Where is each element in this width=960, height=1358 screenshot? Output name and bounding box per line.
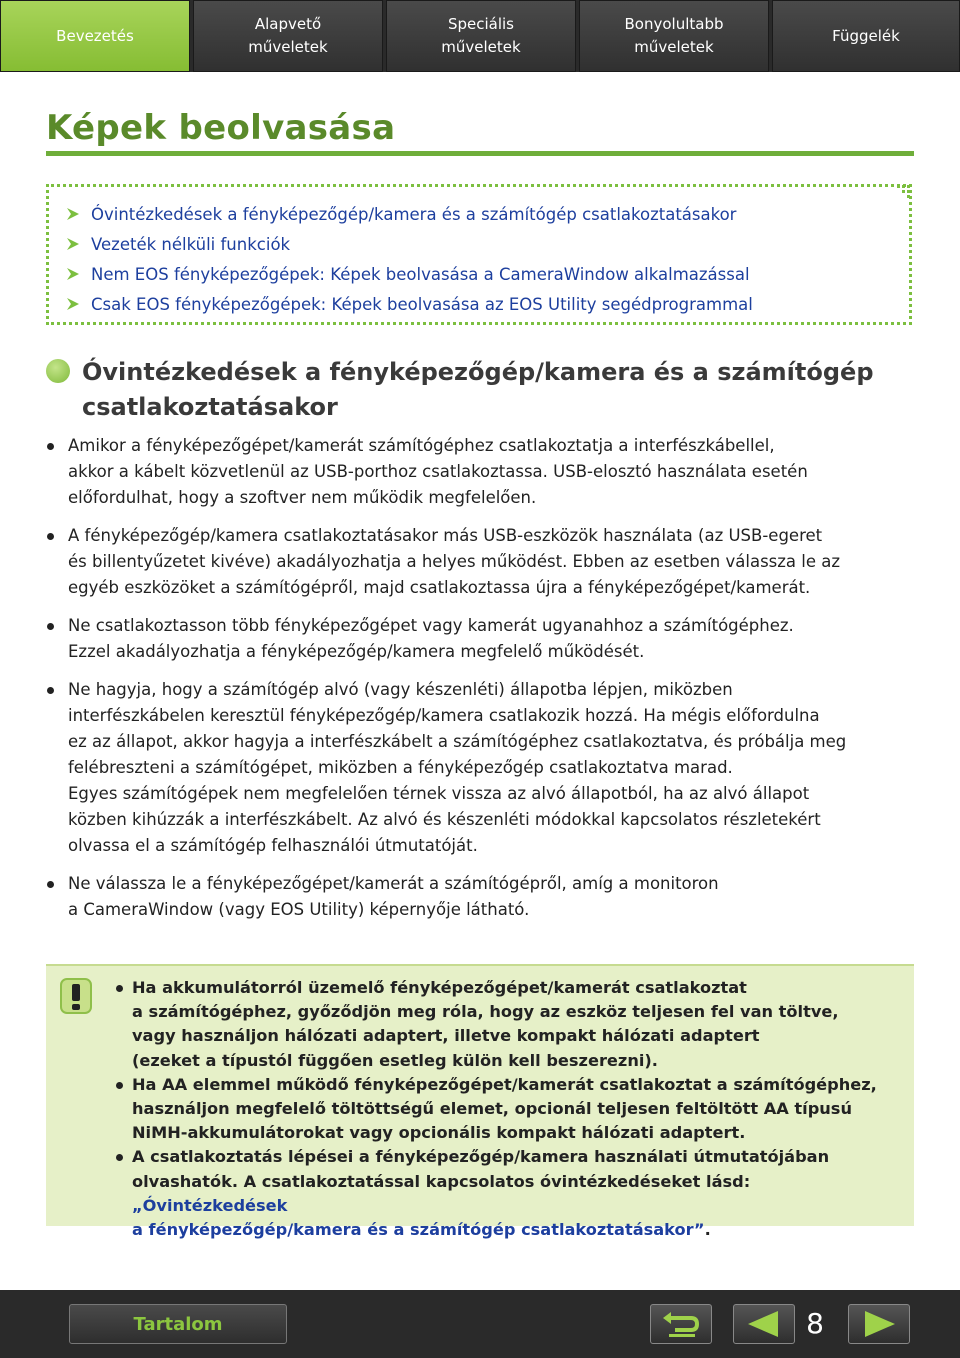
cross-reference-link[interactable]: „Óvintézkedések: [132, 1195, 288, 1215]
tab-specialis-muveletek[interactable]: [386, 0, 576, 72]
list-item-line: felébreszteni a számítógépet, miközben a fényképezőgép csatlakoztatva marad.: [68, 758, 733, 777]
list-item-line: Ezzel akadályozhatja a fényképezőgép/kamera megfelelő működését.: [68, 642, 645, 661]
note-line: a számítógéphez, győződjön meg róla, hogy az eszköz teljesen fel van töltve,: [132, 1002, 839, 1022]
note-text: .: [704, 1220, 711, 1240]
list-item-line: akkor a kábelt közvetlenül az USB-porthoz csatlakoztassa. USB-elosztó használata esetén: [68, 462, 808, 481]
precautions-list: [46, 433, 906, 923]
list-item: [46, 613, 906, 665]
note-line: A csatlakoztatás lépései a fényképezőgép/kamera használati útmutatójában: [132, 1147, 830, 1167]
contents-button[interactable]: Tartalom: [69, 1304, 287, 1344]
triangle-left-icon: [744, 1309, 784, 1339]
topic-link[interactable]: [65, 289, 753, 319]
tab-label-line2: műveletek: [634, 38, 714, 56]
tab-label-line2: műveletek: [441, 38, 521, 56]
caution-note-box: [46, 964, 914, 1240]
note-item: [116, 1145, 906, 1242]
return-button[interactable]: [650, 1304, 712, 1344]
warning-icon: [60, 978, 92, 1014]
note-line: NiMH-akkumulátorokat vagy opcionális kompakt hálózati adaptert.: [132, 1123, 746, 1143]
list-item-line: ez az állapot, akkor hagyja a interfészkábelt a számítógéphez csatlakoztatva, és próbálja meg: [68, 732, 847, 751]
arrow-right-icon: [65, 236, 81, 252]
note-line: [132, 1170, 906, 1218]
tab-bonyolultabb-muveletek[interactable]: [579, 0, 769, 72]
top-navigation: [0, 0, 960, 72]
list-item-line: Amikor a fényképezőgépet/kamerát számítógéphez csatlakoztatja a interfészkábellel,: [68, 436, 775, 455]
note-line: Ha akkumulátorról üzemelő fényképezőgépet/kamerát csatlakoztat: [132, 978, 747, 997]
triangle-right-icon: [859, 1309, 899, 1339]
list-item: [46, 433, 906, 511]
section-bullet-icon: [46, 359, 70, 383]
arrow-right-icon: [65, 206, 81, 222]
tab-label-line1: Speciális: [447, 15, 514, 33]
tab-bevezetes[interactable]: [0, 0, 190, 72]
topic-link-label: Óvintézkedések a fényképezőgép/kamera és a számítógép csatlakoztatásakor: [91, 204, 737, 224]
arrow-right-icon: [65, 296, 81, 312]
bottom-navigation: [0, 1290, 960, 1358]
tab-label-line1: Bonyolultabb: [624, 15, 724, 33]
list-item-line: Egyes számítógépek nem megfelelően térnek vissza az alvó állapotból, ha az alvó állapot: [68, 784, 810, 803]
list-item-line: Ne csatlakoztasson több fényképezőgépet vagy kamerát ugyanahhoz a számítógéphez.: [68, 616, 794, 635]
page-number: 8: [806, 1307, 824, 1340]
tab-label-line2: műveletek: [248, 38, 328, 56]
caution-note-list: [116, 976, 906, 1242]
note-item: [116, 1073, 906, 1146]
corner-dots-decoration: [895, 183, 915, 203]
page-title: Képek beolvasása: [46, 108, 396, 148]
title-divider: [46, 151, 914, 156]
list-item: [46, 523, 906, 601]
list-item-line: interfészkábelen keresztül fényképezőgép/kamera csatlakozik hozzá. Ha mégis előfordulna: [68, 706, 820, 725]
topic-link[interactable]: [65, 259, 753, 289]
topic-link-label: Vezeték nélküli funkciók: [91, 234, 291, 254]
topic-links-box: [46, 184, 912, 325]
note-line: vagy használjon hálózati adaptert, illetve kompakt hálózati adaptert: [132, 1026, 760, 1046]
list-item-line: előfordulhat, hogy a szoftver nem működik megfelelően.: [68, 488, 537, 507]
list-item-line: olvassa el a számítógép felhasználói útmutatóját.: [68, 836, 478, 855]
topic-link-label: Nem EOS fényképezőgépek: Képek beolvasása a CameraWindow alkalmazással: [91, 264, 750, 284]
note-line: Ha AA elemmel működő fényképezőgépet/kamerát csatlakoztat a számítógéphez,: [132, 1074, 877, 1094]
note-line: [132, 1218, 906, 1242]
cross-reference-link[interactable]: a fényképezőgép/kamera és a számítógép csatlakoztatásakor”: [132, 1220, 705, 1240]
list-item-line: Ne hagyja, hogy a számítógép alvó (vagy készenléti) állapotba lépjen, miközben: [68, 680, 733, 699]
topic-link[interactable]: [65, 199, 753, 229]
note-text: olvashatók. A csatlakoztatással kapcsolatos óvintézkedéseket lásd:: [132, 1171, 751, 1191]
note-item: [116, 976, 906, 1073]
return-arrow-icon: [661, 1310, 701, 1338]
topic-link-list: [65, 199, 753, 319]
tab-alapveto-muveletek[interactable]: [193, 0, 383, 72]
topic-link[interactable]: [65, 229, 753, 259]
list-item-line: Ne válassza le a fényképezőgépet/kamerát a számítógépről, amíg a monitoron: [68, 874, 719, 893]
tab-fuggelek[interactable]: [772, 0, 960, 72]
list-item-line: egyéb eszközöket a számítógépről, majd csatlakoztassa újra a fényképezőgépet/kamerát.: [68, 578, 811, 597]
arrow-right-icon: [65, 266, 81, 282]
previous-page-button[interactable]: [733, 1304, 795, 1344]
list-item-line: A fényképezőgép/kamera csatlakoztatásakor más USB-eszközök használata (az USB-egeret: [68, 526, 823, 545]
next-page-button[interactable]: [848, 1304, 910, 1344]
note-line: (ezeket a típustól függően esetleg külön kell beszerezni).: [132, 1050, 658, 1070]
list-item: [46, 677, 906, 859]
topic-link-label: Csak EOS fényképezőgépek: Képek beolvasása az EOS Utility segédprogrammal: [91, 294, 753, 314]
note-line: használjon megfelelő töltöttségű elemet, opcionál teljesen feltöltött AA típusú: [132, 1099, 852, 1119]
section-title: Óvintézkedések a fényképezőgép/kamera és a számítógép csatlakoztatásakor: [82, 358, 874, 421]
tab-label: Bevezetés: [56, 26, 134, 45]
tab-label: Függelék: [832, 26, 900, 45]
list-item: [46, 871, 906, 923]
tab-label-line1: Alapvető: [254, 15, 322, 33]
list-item-line: és billentyűzetet kivéve) akadályozhatja a helyes működést. Ebben az esetben válassza le az: [68, 552, 841, 571]
list-item-line: közben kihúzzák a interfészkábelt. Az alvó és készenléti módokkal kapcsolatos részletekért: [68, 810, 821, 829]
list-item-line: a CameraWindow (vagy EOS Utility) képernyője látható.: [68, 900, 530, 919]
